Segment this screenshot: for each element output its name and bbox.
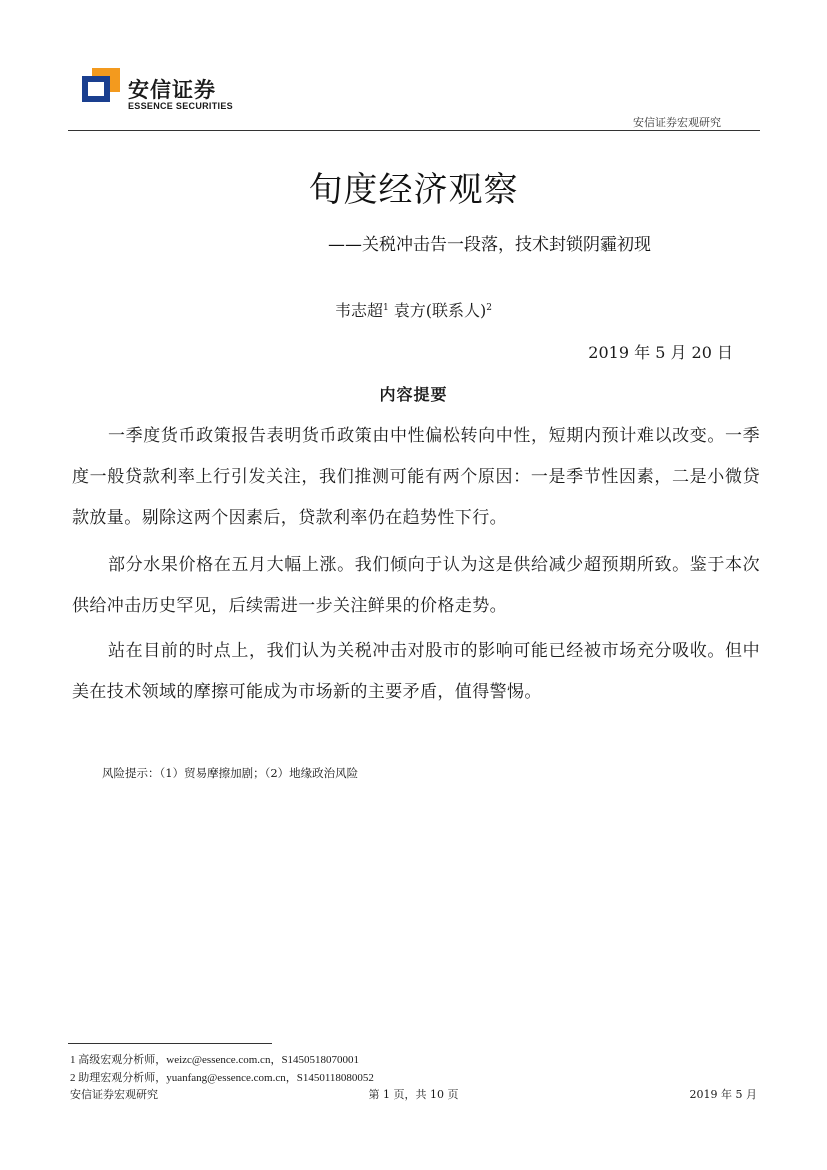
header-divider	[68, 130, 760, 131]
author-name: 韦志超	[334, 301, 383, 320]
logo-name-en: ESSENCE SECURITIES	[128, 101, 233, 111]
logo-name-cn: 安信证券	[128, 78, 216, 102]
header-department: 安信证券宏观研究	[633, 116, 721, 129]
author-name: 袁方(联系人)	[393, 301, 487, 320]
footnote-marker: 1	[382, 303, 389, 313]
risk-notice: 风险提示：（1）贸易摩擦加剧；（2）地缘政治风险	[102, 766, 359, 780]
abstract-heading: 内容提要	[379, 385, 448, 404]
essence-logo-icon	[82, 68, 120, 102]
footnote: 1 高级宏观分析师，weizc@essence.com.cn，S1450518070001	[70, 1054, 360, 1066]
footer-date: 2019 年 5 月	[689, 1088, 757, 1101]
report-subtitle: ——关税冲击告一段落，技术封锁阴霾初现	[328, 235, 651, 255]
author-line	[0, 298, 827, 321]
page-number: 第 1 页，共 10 页	[368, 1088, 459, 1101]
footnote-divider	[68, 1043, 272, 1044]
abstract-paragraph: 部分水果价格在五月大幅上涨。我们倾向于认为这是供给减少超预期所致。鉴于本次供给冲击历史罕见，后续需进一步关注鲜果的价格走势。	[72, 555, 760, 616]
footnote: 2 助理宏观分析师，yuanfang@essence.com.cn，S1450118080052	[70, 1072, 374, 1084]
report-date: 2019 年 5 月 20 日	[588, 343, 733, 362]
footnote-marker: 2	[486, 303, 493, 313]
abstract-paragraph: 一季度货币政策报告表明货币政策由中性偏松转向中性，短期内预计难以改变。一季度一般贷款利率上行引发关注，我们推测可能有两个原因：一是季节性因素，二是小微贷款放量。剔除这两个因素后，贷款利率仍在趋势性下行。	[72, 426, 760, 528]
abstract-paragraph: 站在目前的时点上，我们认为关税冲击对股市的影响可能已经被市场充分吸收。但中美在技术领域的摩擦可能成为市场新的主要矛盾，值得警惕。	[72, 641, 760, 702]
report-title: 旬度经济观察	[308, 170, 519, 210]
footer-department: 安信证券宏观研究	[70, 1088, 158, 1101]
company-logo	[82, 68, 242, 112]
